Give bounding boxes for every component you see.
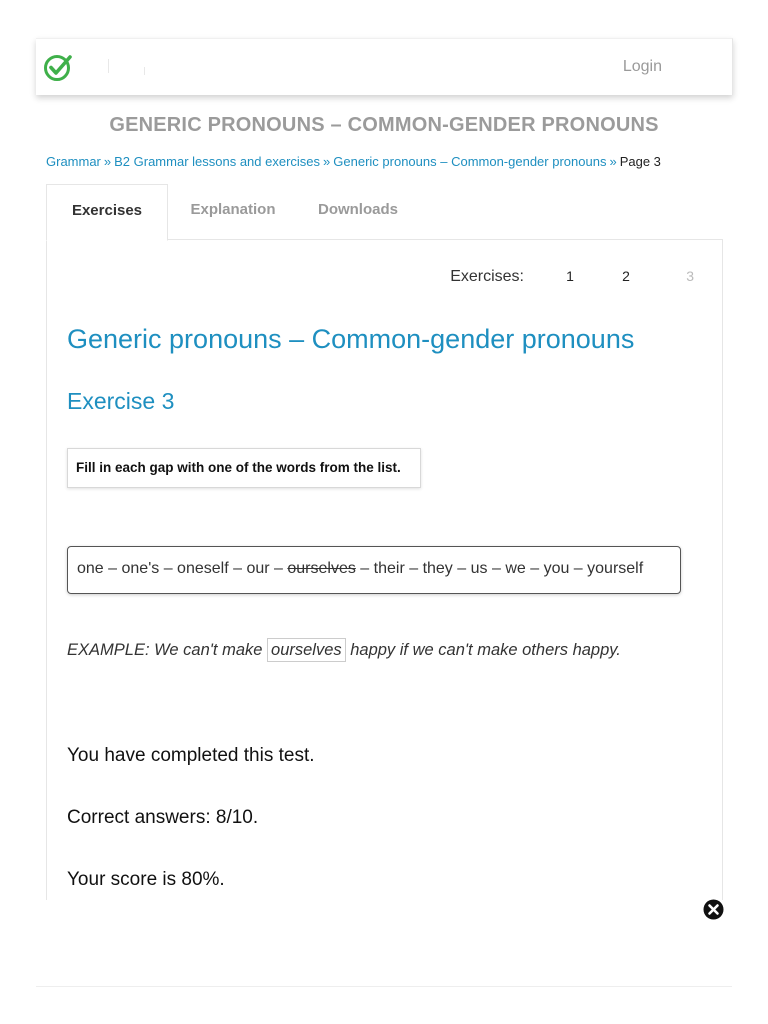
exercise-pagination (450, 268, 694, 286)
exercise-page-1[interactable]: 1 (566, 268, 574, 284)
site-header (36, 38, 733, 95)
word-list-item: us (470, 560, 488, 577)
check-circle-icon[interactable] (43, 53, 73, 83)
breadcrumb-separator: » (609, 154, 617, 169)
word-list-item: our (246, 560, 270, 577)
word-list-separator: – (159, 560, 178, 577)
breadcrumb-link-grammar[interactable]: Grammar (46, 154, 101, 169)
exercise-page-2[interactable]: 2 (622, 268, 630, 284)
exercise-title: Exercise 3 (67, 388, 175, 414)
word-list-item: one's (121, 560, 160, 577)
breadcrumb-link-generic-pronouns[interactable]: Generic pronouns – Common-gender pronouns (333, 154, 607, 169)
completion-message: You have completed this test. (67, 745, 315, 766)
word-list-separator: – (269, 560, 288, 577)
word-list-separator: – (103, 560, 122, 577)
word-list-separator: – (355, 560, 374, 577)
word-list-item: their (373, 560, 405, 577)
breadcrumb-separator: » (103, 154, 112, 169)
word-list-separator: – (452, 560, 471, 577)
word-list-box (67, 546, 681, 594)
exercise-pagination-label: Exercises: (450, 268, 524, 285)
word-list-separator: – (404, 560, 423, 577)
exercise-page-3: 3 (686, 268, 694, 284)
example-answer-gap: ourselves (267, 638, 346, 662)
nav-divider (144, 67, 145, 75)
footer-divider (36, 986, 732, 987)
score-text: Your score is 80%. (67, 869, 225, 890)
word-list-separator: – (569, 560, 588, 577)
close-icon[interactable] (703, 899, 724, 920)
page-title: GENERIC PRONOUNS – COMMON-GENDER PRONOUNS (109, 114, 659, 136)
login-link[interactable]: Login (622, 58, 662, 75)
word-list-item: you (543, 560, 570, 577)
breadcrumb (46, 154, 661, 169)
example-text-after: happy if we can't make others happy. (345, 641, 621, 659)
word-list-item: they (422, 560, 453, 577)
word-list-item: yourself (587, 560, 644, 577)
nav-divider (108, 59, 109, 73)
breadcrumb-link-b2-grammar[interactable]: B2 Grammar lessons and exercises (114, 154, 321, 169)
word-list-separator: – (228, 560, 247, 577)
word-list-item: ourselves (287, 560, 356, 577)
tab-explanation[interactable]: Explanation (190, 201, 276, 218)
tab-bar (46, 184, 722, 240)
word-list-separator: – (487, 560, 506, 577)
word-list-item: oneself (177, 560, 229, 577)
example-text-before: EXAMPLE: We can't make (67, 641, 268, 659)
tab-exercises[interactable]: Exercises (46, 184, 168, 241)
breadcrumb-current: Page 3 (619, 154, 661, 169)
word-list-item: one (77, 560, 104, 577)
correct-answers-text: Correct answers: 8/10. (67, 807, 259, 828)
example-sentence (67, 638, 621, 662)
lesson-title: Generic pronouns – Common-gender pronouns (67, 324, 635, 354)
word-list-separator: – (525, 560, 544, 577)
breadcrumb-separator: » (323, 154, 331, 169)
instruction-box: Fill in each gap with one of the words from the list. (67, 448, 421, 488)
tab-downloads[interactable]: Downloads (317, 201, 398, 218)
exercise-panel (46, 239, 723, 900)
word-list-item: we (505, 560, 526, 577)
